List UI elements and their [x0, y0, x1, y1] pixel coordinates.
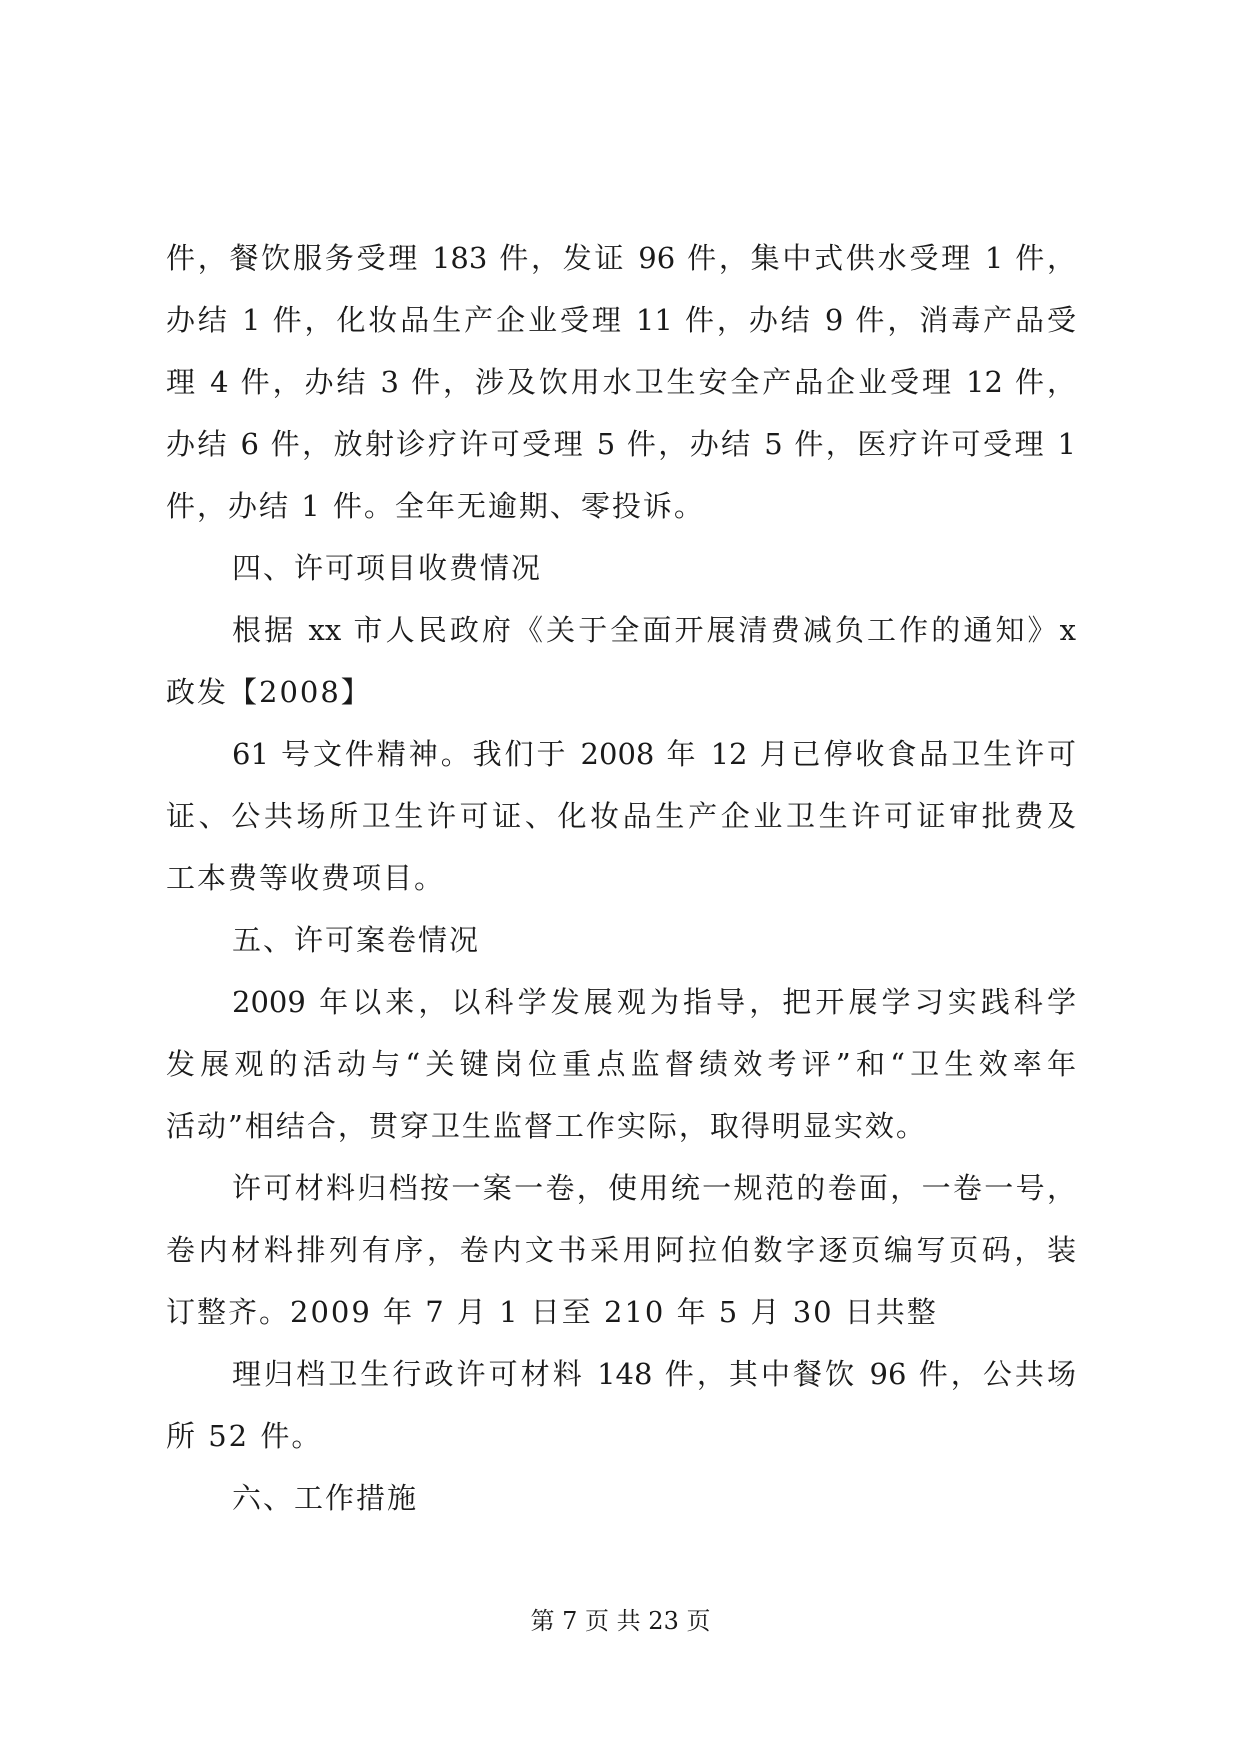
text-line: 订整齐。2009 年 7 月 1 日至 210 年 5 月 30 日共整	[166, 1295, 938, 1329]
text-line: 件，办结 1 件。全年无逾期、零投诉。	[166, 489, 705, 523]
section-heading-4: 四、许可项目收费情况	[232, 551, 543, 585]
text-line: 证、公共场所卫生许可证、化妆品生产企业卫生许可证审批费及	[166, 799, 1076, 833]
text-line: 61 号文件精神。我们于 2008 年 12 月已停收食品卫生许可	[232, 737, 1076, 771]
text-line: 理归档卫生行政许可材料 148 件，其中餐饮 96 件，公共场	[232, 1357, 1076, 1391]
page-number-footer: 第 7 页 共 23 页	[530, 1607, 711, 1635]
text-line: 卷内材料排列有序，卷内文书采用阿拉伯数字逐页编写页码，装	[166, 1233, 1076, 1267]
text-line: 政发【2008】	[166, 675, 372, 709]
text-line: 发展观的活动与“关键岗位重点监督绩效考评”和“卫生效率年	[166, 1047, 1076, 1081]
text-line: 工本费等收费项目。	[166, 861, 446, 895]
text-line: 2009 年以来，以科学发展观为指导，把开展学习实践科学	[232, 985, 1076, 1019]
section-heading-6: 六、工作措施	[232, 1481, 419, 1515]
text-line: 许可材料归档按一案一卷，使用统一规范的卷面，一卷一号，	[232, 1171, 1076, 1205]
text-line: 根据 xx 市人民政府《关于全面开展清费减负工作的通知》x	[232, 613, 1076, 647]
text-line: 所 52 件。	[166, 1419, 323, 1453]
section-heading-5: 五、许可案卷情况	[232, 923, 481, 957]
text-line: 办结 1 件，化妆品生产企业受理 11 件，办结 9 件，消毒产品受	[166, 303, 1076, 337]
text-line: 件，餐饮服务受理 183 件，发证 96 件，集中式供水受理 1 件，	[166, 241, 1076, 275]
text-line: 办结 6 件，放射诊疗许可受理 5 件，办结 5 件，医疗许可受理 1	[166, 427, 1076, 461]
text-line: 活动”相结合，贯穿卫生监督工作实际，取得明显实效。	[166, 1109, 927, 1143]
document-body	[166, 227, 1076, 1529]
text-line: 理 4 件，办结 3 件，涉及饮用水卫生安全产品企业受理 12 件，	[166, 365, 1076, 399]
